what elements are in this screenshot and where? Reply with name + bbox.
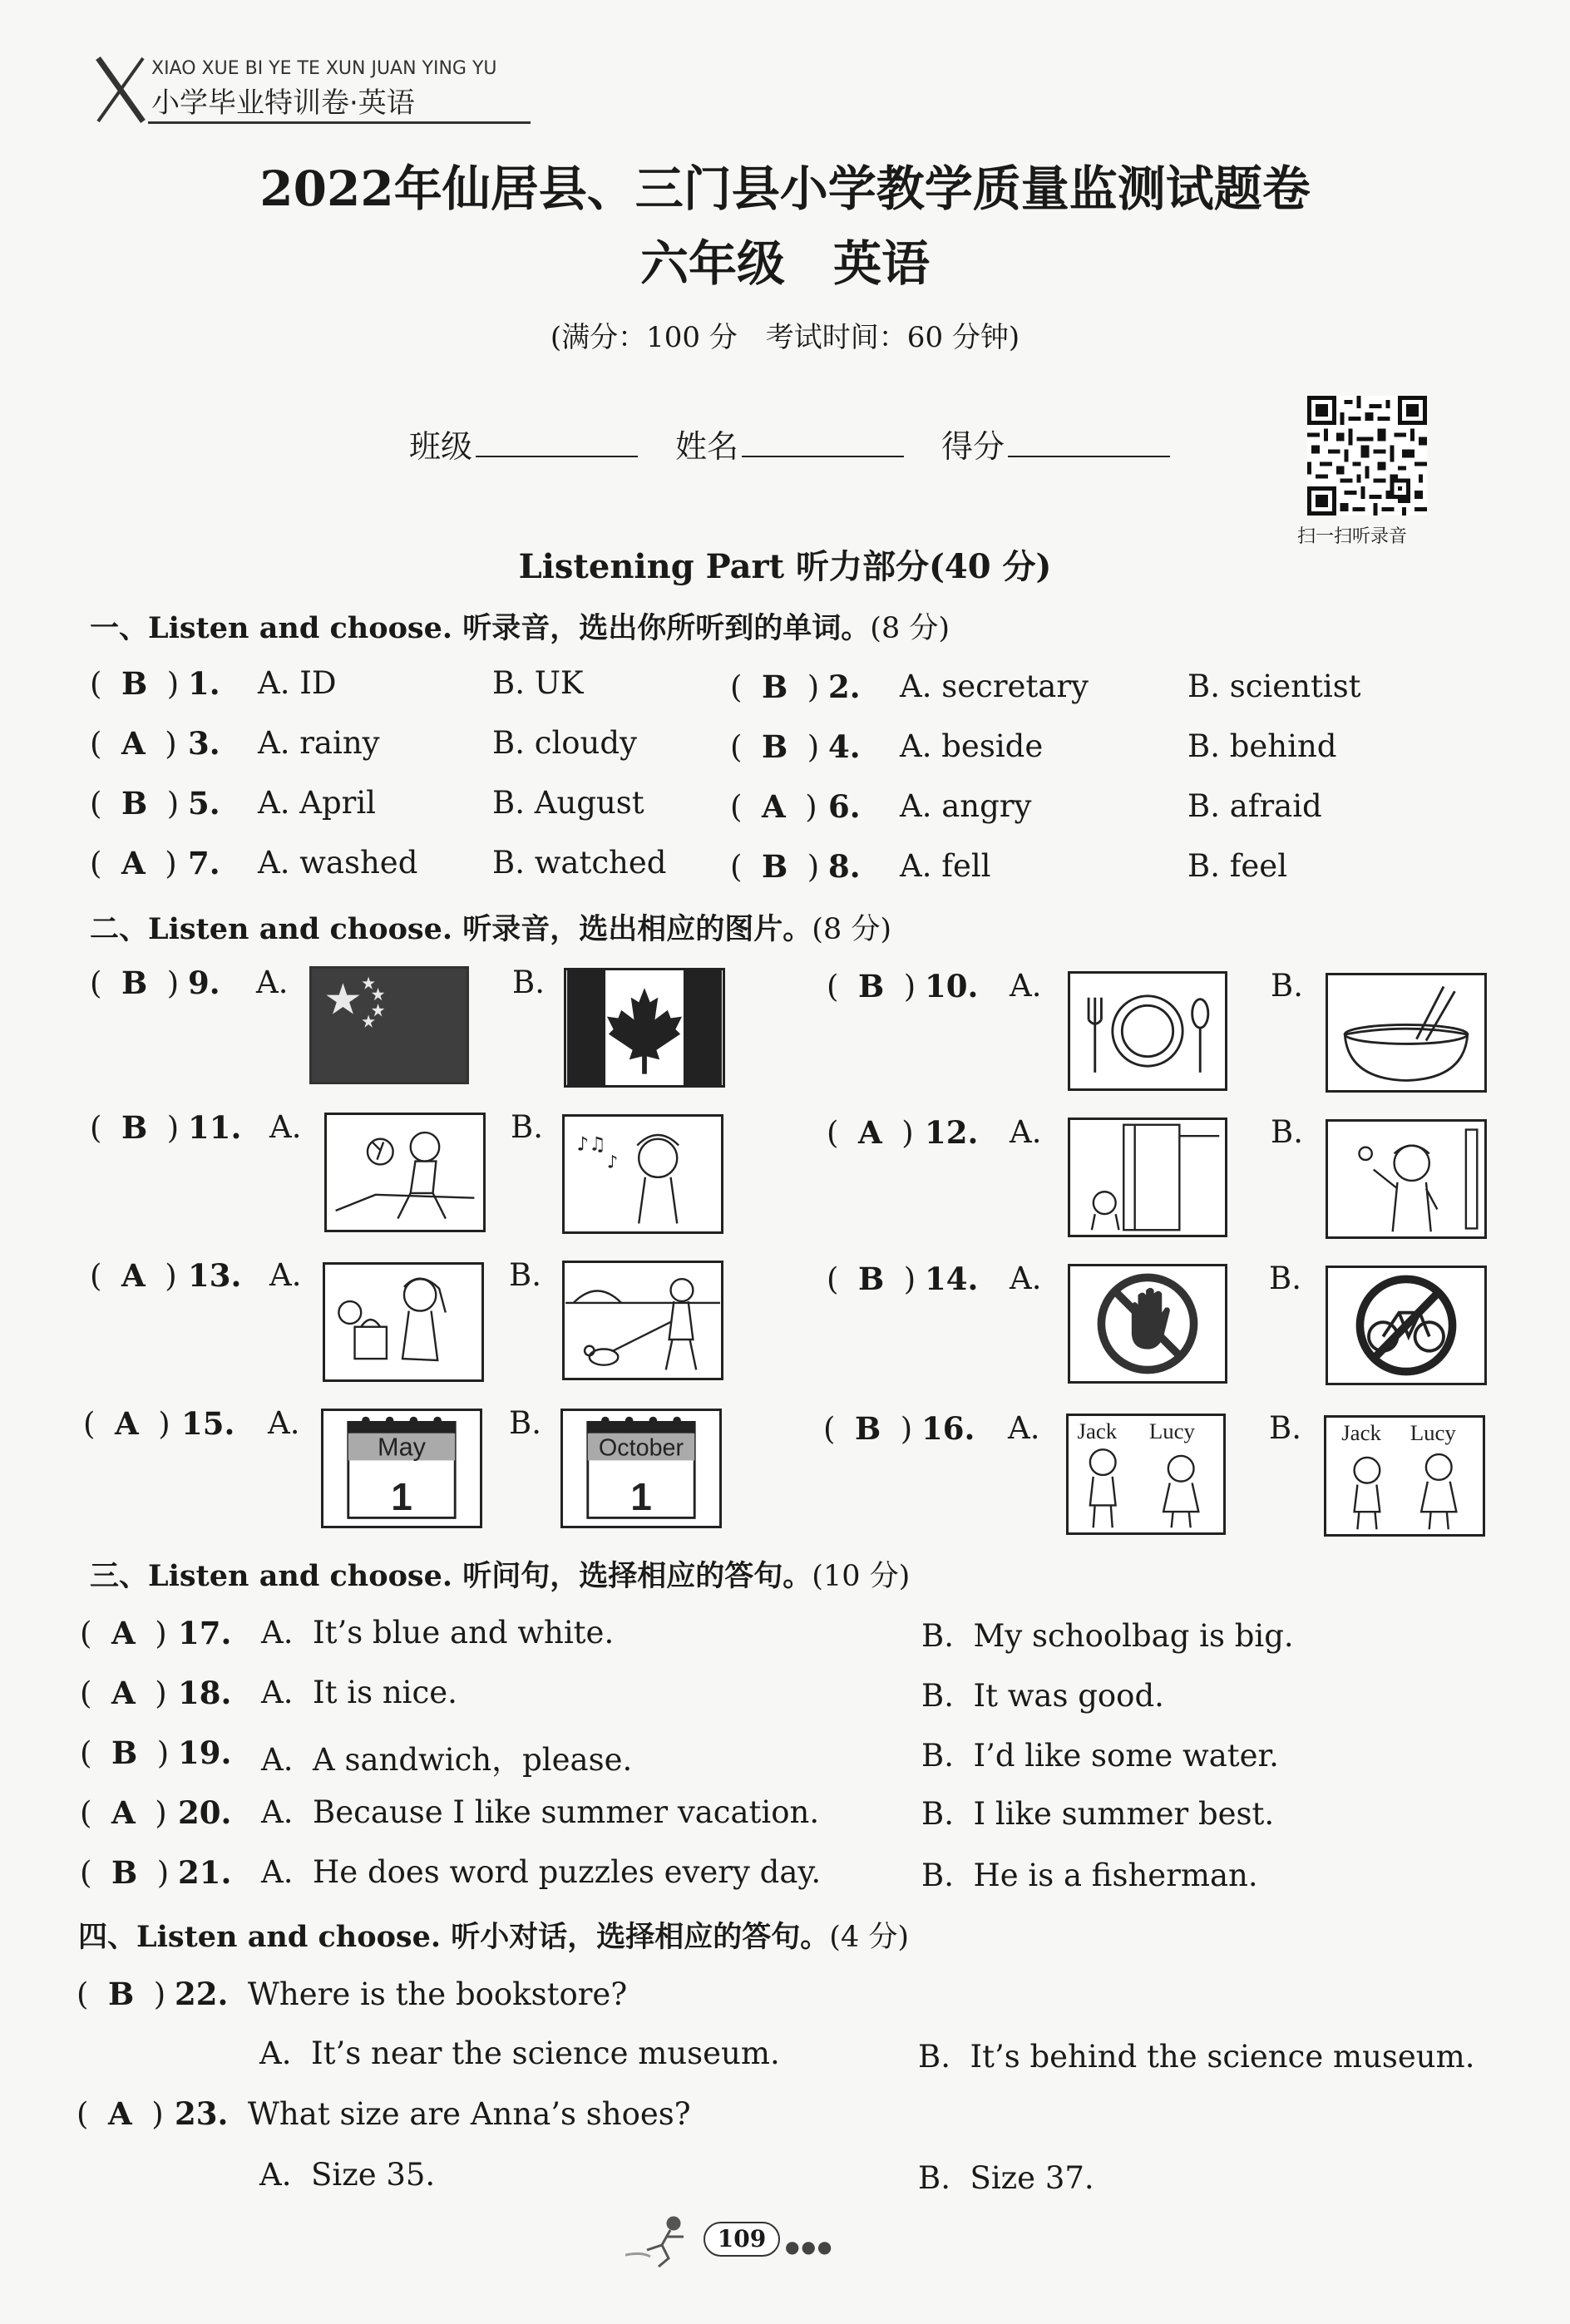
option-text: It’s near the science museum. <box>311 2035 780 2071</box>
option-text: He is a fisherman. <box>973 1858 1258 1893</box>
option-text: scientist <box>1229 669 1361 704</box>
option-text: It’s blue and white. <box>313 1615 615 1650</box>
question-text: What size are Anna’s shoes? <box>247 2096 691 2132</box>
section-score: (10 分) <box>812 1560 911 1593</box>
q11-option-a-label: A. <box>269 1109 302 1145</box>
option-letter-a: A. <box>900 669 932 704</box>
question-number: 8. <box>828 848 861 885</box>
girl-shopping-picture[interactable] <box>323 1262 484 1382</box>
q21-option-b[interactable] <box>921 1858 1258 1893</box>
page-number: 109 <box>704 2222 780 2257</box>
option-text: It is nice. <box>313 1675 457 1710</box>
q1-option-a[interactable] <box>258 665 337 701</box>
option-letter-a: A. <box>900 728 932 764</box>
option-text: secretary <box>941 669 1089 704</box>
q19-option-b[interactable] <box>921 1738 1279 1774</box>
q20-option-a[interactable] <box>261 1794 819 1830</box>
option-text: washed <box>299 845 418 881</box>
question-7: ( A ) 7. <box>90 845 220 881</box>
question-number: 2. <box>828 669 861 705</box>
question-22: ( B ) 22. Where is the bookstore? <box>77 1976 628 2012</box>
option-text: He does word puzzles every day. <box>313 1854 822 1890</box>
question-10: ( B ) 10. <box>827 968 979 1004</box>
q8-option-a[interactable] <box>900 848 991 884</box>
question-number: 6. <box>828 788 861 825</box>
question-19: ( B ) 19. <box>80 1734 232 1771</box>
question-11: ( B ) 11. <box>90 1109 242 1146</box>
section-en: Listen and choose. <box>148 611 453 645</box>
plate-fork-spoon-picture[interactable] <box>1068 971 1227 1091</box>
china-flag-picture[interactable] <box>309 966 469 1084</box>
option-letter-a: A. <box>259 2157 292 2193</box>
listening-part-heading: Listening Part 听力部分(40 分) <box>518 547 1052 586</box>
calendar-october-1-picture[interactable] <box>560 1409 722 1528</box>
option-text: April <box>299 785 377 821</box>
q12-option-a-label: A. <box>1010 1114 1042 1150</box>
q13-option-b-label: B. <box>509 1257 541 1293</box>
jack-taller-than-lucy-picture[interactable] <box>1066 1414 1226 1535</box>
q11-option-b-label: B. <box>511 1109 543 1145</box>
boy-with-ball-picture[interactable] <box>1326 1119 1487 1239</box>
name-label: 姓名 <box>675 428 739 465</box>
option-letter-a: A. <box>261 1675 294 1710</box>
answer-mark[interactable]: A <box>857 1114 882 1151</box>
answer-mark[interactable]: B <box>761 728 788 765</box>
question-number: 4. <box>828 728 861 765</box>
question-number: 19. <box>178 1734 232 1771</box>
score-field[interactable] <box>941 421 1170 466</box>
question-number: 21. <box>178 1854 232 1891</box>
boy-playing-football-picture[interactable] <box>324 1113 486 1232</box>
book-title: 小学毕业特训卷·英语 <box>151 86 415 120</box>
book-logo-x <box>93 55 148 125</box>
question-15: ( A ) 15. <box>83 1405 235 1442</box>
option-letter-b: B. <box>921 1678 954 1714</box>
q17-option-b[interactable] <box>921 1618 1294 1654</box>
q12-option-b-label: B. <box>1271 1114 1303 1150</box>
answer-mark[interactable]: B <box>857 968 885 1004</box>
name-label-jack: Jack <box>1077 1418 1118 1443</box>
option-letter-a: A. <box>258 785 290 821</box>
option-text: A sandwich，please. <box>313 1742 633 1778</box>
q2-option-a[interactable] <box>900 669 1089 704</box>
q14-option-b-label: B. <box>1269 1261 1301 1296</box>
option-text: rainy <box>299 725 380 761</box>
answer-mark[interactable]: A <box>107 2095 132 2132</box>
answer-mark[interactable]: B <box>121 665 148 702</box>
answer-mark[interactable]: B <box>857 1261 885 1297</box>
no-cycling-sign-picture[interactable] <box>1326 1266 1487 1385</box>
answer-mark[interactable]: A <box>114 1405 139 1442</box>
option-letter-a: A. <box>900 848 932 884</box>
option-text: August <box>534 785 644 821</box>
exam-title: 2022年仙居县、三门县小学教学质量监测试题卷 <box>259 160 1311 217</box>
q21-option-a[interactable] <box>261 1854 821 1890</box>
q7-option-b[interactable] <box>492 845 666 881</box>
name-blank[interactable] <box>742 432 904 457</box>
section-4-heading <box>78 1914 909 1956</box>
option-letter-a: A. <box>261 1742 294 1778</box>
q6-option-b[interactable] <box>1187 788 1322 824</box>
answer-mark[interactable]: B <box>107 1976 135 2012</box>
section-number: 二、 <box>90 912 149 946</box>
question-number: 3. <box>188 725 220 762</box>
option-text: UK <box>534 665 584 701</box>
calendar-month: May <box>378 1433 426 1462</box>
calendar-day: 1 <box>391 1474 412 1518</box>
question-number: 5. <box>188 785 220 822</box>
question-9: ( B ) 9. <box>90 965 220 1001</box>
canada-flag-picture[interactable] <box>564 968 725 1088</box>
option-text: angry <box>941 788 1032 824</box>
answer-mark[interactable]: B <box>121 785 148 822</box>
option-letter-a: A. <box>259 2035 292 2071</box>
q15-option-a-label: A. <box>268 1405 300 1441</box>
girl-walking-dog-picture[interactable] <box>562 1261 723 1380</box>
bowl-chopsticks-picture[interactable] <box>1326 973 1487 1093</box>
option-letter-a: A. <box>258 725 290 761</box>
section-en: Listen and choose. <box>136 1920 442 1954</box>
answer-mark[interactable]: A <box>111 1615 136 1651</box>
qr-code-icon[interactable] <box>1307 396 1427 516</box>
option-letter-a: A. <box>261 1615 294 1650</box>
section-number: 一、 <box>90 611 149 645</box>
girl-singing-picture[interactable] <box>562 1114 723 1234</box>
q4-option-a[interactable] <box>900 728 1043 764</box>
q22-option-a[interactable] <box>259 2035 780 2071</box>
calendar-month: October <box>598 1434 684 1462</box>
question-5: ( B ) 5. <box>90 785 220 822</box>
question-16: ( B ) 16. <box>823 1410 975 1447</box>
option-letter-b: B. <box>492 845 525 881</box>
question-8: ( B ) 8. <box>730 848 861 885</box>
class-field[interactable] <box>409 421 638 466</box>
q3-option-a[interactable] <box>258 725 380 761</box>
option-letter-b: B. <box>918 2039 950 2075</box>
q3-option-b[interactable] <box>492 725 637 761</box>
svg-text:♪: ♪ <box>606 1151 619 1172</box>
question-20: ( A ) 20. <box>80 1794 232 1831</box>
section-cn: 听录音，选出你所听到的单词。 <box>462 611 871 645</box>
question-3: ( A ) 3. <box>90 725 220 762</box>
option-letter-a: A. <box>900 788 932 824</box>
option-text: Size 37. <box>970 2160 1094 2196</box>
answer-mark[interactable]: A <box>121 845 146 881</box>
option-letter-b: B. <box>921 1858 954 1893</box>
section-en: Listen and choose. <box>148 912 453 946</box>
q20-option-b[interactable] <box>921 1796 1274 1832</box>
question-number: 11. <box>188 1109 242 1146</box>
q1-option-b[interactable] <box>492 665 584 701</box>
section-cn: 听录音，选出相应的图片。 <box>462 912 812 946</box>
section-cn: 听小对话，选择相应的答句。 <box>451 1920 830 1954</box>
option-letter-b: B. <box>1187 669 1220 704</box>
q6-option-a[interactable] <box>900 788 1031 824</box>
q4-option-b[interactable] <box>1187 728 1336 764</box>
option-text: ID <box>299 665 337 701</box>
qr-caption: 扫一扫听录音 <box>1297 526 1408 547</box>
calendar-day: 1 <box>630 1474 652 1518</box>
q18-option-b[interactable] <box>921 1678 1164 1714</box>
question-12: ( A ) 12. <box>827 1114 979 1151</box>
question-number: 17. <box>178 1615 232 1651</box>
option-letter-b: B. <box>492 725 525 761</box>
q16-option-b-label: B. <box>1269 1410 1301 1446</box>
q5-option-b[interactable] <box>492 785 644 821</box>
option-letter-a: A. <box>258 845 290 881</box>
q9-option-a-label: A. <box>256 965 289 1000</box>
name-label-lucy: Lucy <box>1148 1418 1195 1443</box>
question-21: ( B ) 21. <box>80 1854 232 1891</box>
answer-mark[interactable]: A <box>121 725 146 762</box>
section-3-heading <box>90 1553 910 1595</box>
answer-mark[interactable]: A <box>761 788 786 825</box>
answer-mark[interactable]: B <box>761 848 788 885</box>
exam-subtitle: 六年级 英语 <box>639 235 930 292</box>
answer-mark[interactable]: B <box>854 1410 881 1447</box>
question-number: 10. <box>925 968 979 1004</box>
question-number: 23. <box>175 2095 229 2132</box>
question-13: ( A ) 13. <box>90 1257 242 1294</box>
question-number: 9. <box>188 965 220 1001</box>
section-number: 三、 <box>90 1559 149 1593</box>
q16-option-a-label: A. <box>1008 1410 1040 1446</box>
question-number: 1. <box>188 665 220 702</box>
option-text: behind <box>1229 728 1337 764</box>
section-1-heading <box>90 605 950 647</box>
question-number: 13. <box>188 1257 242 1294</box>
option-letter-b: B. <box>492 785 525 821</box>
answer-mark[interactable]: B <box>761 669 788 705</box>
option-letter-b: B. <box>921 1618 954 1654</box>
section-score: (8 分) <box>870 612 950 645</box>
question-number: 16. <box>921 1410 975 1447</box>
option-letter-b: B. <box>921 1738 954 1774</box>
option-text: watched <box>534 845 667 881</box>
section-cn: 听问句，选择相应的答句。 <box>462 1559 812 1593</box>
question-number: 7. <box>188 845 220 881</box>
question-number: 22. <box>175 1976 229 2012</box>
score-label: 得分 <box>941 428 1005 465</box>
q7-option-a[interactable] <box>258 845 417 881</box>
question-4: ( B ) 4. <box>730 728 861 765</box>
question-2: ( B ) 2. <box>730 669 861 705</box>
q8-option-b[interactable] <box>1187 848 1287 884</box>
option-text: Size 35. <box>311 2157 436 2193</box>
option-text: beside <box>941 728 1044 764</box>
q18-option-a[interactable] <box>261 1675 457 1710</box>
question-number: 18. <box>178 1675 232 1711</box>
exam-info: (满分：100 分 考试时间：60 分钟) <box>550 321 1020 354</box>
book-pinyin: XIAO XUE BI YE TE XUN JUAN YING YU <box>151 58 497 79</box>
question-number: 14. <box>925 1261 979 1297</box>
section-2-heading <box>90 906 891 948</box>
option-text: feel <box>1229 848 1288 884</box>
option-text: afraid <box>1229 788 1322 824</box>
question-6: ( A ) 6. <box>730 788 861 825</box>
option-text: It was good. <box>973 1678 1164 1714</box>
option-text: My schoolbag is big. <box>973 1618 1294 1654</box>
page-dots-icon: ●●● <box>785 2237 834 2257</box>
name-label-lucy: Lucy <box>1410 1419 1456 1445</box>
running-figure-icon <box>625 2212 700 2270</box>
option-letter-a: A. <box>261 1794 294 1830</box>
svg-text:♪♫: ♪♫ <box>576 1133 606 1156</box>
option-letter-a: A. <box>258 665 290 701</box>
q22-option-b[interactable] <box>918 2039 1474 2075</box>
q2-option-b[interactable] <box>1187 669 1361 704</box>
question-17: ( A ) 17. <box>80 1615 232 1651</box>
calendar-may-1-picture[interactable] <box>321 1409 482 1528</box>
q9-option-b-label: B. <box>512 965 545 1000</box>
answer-mark[interactable]: B <box>121 1109 148 1146</box>
q19-option-a[interactable] <box>261 1734 632 1779</box>
option-text: Because I like summer vacation. <box>313 1794 820 1830</box>
option-letter-a: A. <box>261 1854 294 1890</box>
section-score: (4 分) <box>829 1921 910 1954</box>
q10-option-b-label: B. <box>1271 968 1303 1004</box>
q23-option-b[interactable] <box>918 2160 1094 2196</box>
question-1: ( B ) 1. <box>90 665 220 702</box>
answer-mark[interactable]: B <box>111 1734 138 1771</box>
option-text: It’s behind the science museum. <box>970 2039 1475 2075</box>
q5-option-a[interactable] <box>258 785 376 821</box>
question-number: 15. <box>181 1405 235 1442</box>
answer-mark[interactable]: A <box>121 1257 146 1294</box>
option-text: fell <box>941 848 991 884</box>
q13-option-a-label: A. <box>269 1257 302 1293</box>
answer-mark[interactable]: B <box>111 1854 138 1891</box>
question-number: 12. <box>925 1114 979 1151</box>
section-en: Listen and choose. <box>148 1559 453 1593</box>
section-number: 四、 <box>78 1920 137 1954</box>
q15-option-b-label: B. <box>509 1405 541 1441</box>
header-rule <box>148 121 531 124</box>
question-14: ( B ) 14. <box>827 1261 979 1297</box>
answer-mark[interactable]: A <box>111 1675 136 1711</box>
question-23: ( A ) 23. What size are Anna’s shoes? <box>77 2095 691 2132</box>
boy-behind-door-picture[interactable] <box>1068 1118 1227 1237</box>
q14-option-a-label: A. <box>1010 1261 1042 1296</box>
option-letter-b: B. <box>1187 848 1220 884</box>
answer-mark[interactable]: A <box>111 1794 136 1831</box>
option-letter-b: B. <box>1187 788 1220 824</box>
jack-and-lucy-picture[interactable] <box>1324 1415 1485 1537</box>
q10-option-a-label: A. <box>1010 968 1042 1004</box>
question-18: ( A ) 18. <box>80 1675 232 1711</box>
option-text: I’d like some water. <box>973 1738 1279 1774</box>
answer-mark[interactable]: B <box>121 965 148 1001</box>
q23-option-a[interactable] <box>259 2157 435 2193</box>
section-score: (8 分) <box>812 913 892 946</box>
question-number: 20. <box>178 1794 232 1831</box>
option-letter-b: B. <box>1187 728 1220 764</box>
question-text: Where is the bookstore? <box>247 1976 628 2012</box>
name-field[interactable] <box>675 421 904 466</box>
option-letter-b: B. <box>492 665 525 701</box>
option-letter-b: B. <box>921 1796 954 1832</box>
option-text: I like summer best. <box>973 1796 1275 1832</box>
score-blank[interactable] <box>1008 432 1170 457</box>
class-blank[interactable] <box>476 432 638 457</box>
class-label: 班级 <box>409 428 473 465</box>
name-label-jack: Jack <box>1341 1419 1381 1445</box>
q17-option-a[interactable] <box>261 1615 614 1650</box>
option-text: cloudy <box>534 725 637 761</box>
option-letter-b: B. <box>918 2160 950 2196</box>
no-touching-sign-picture[interactable] <box>1068 1264 1227 1384</box>
